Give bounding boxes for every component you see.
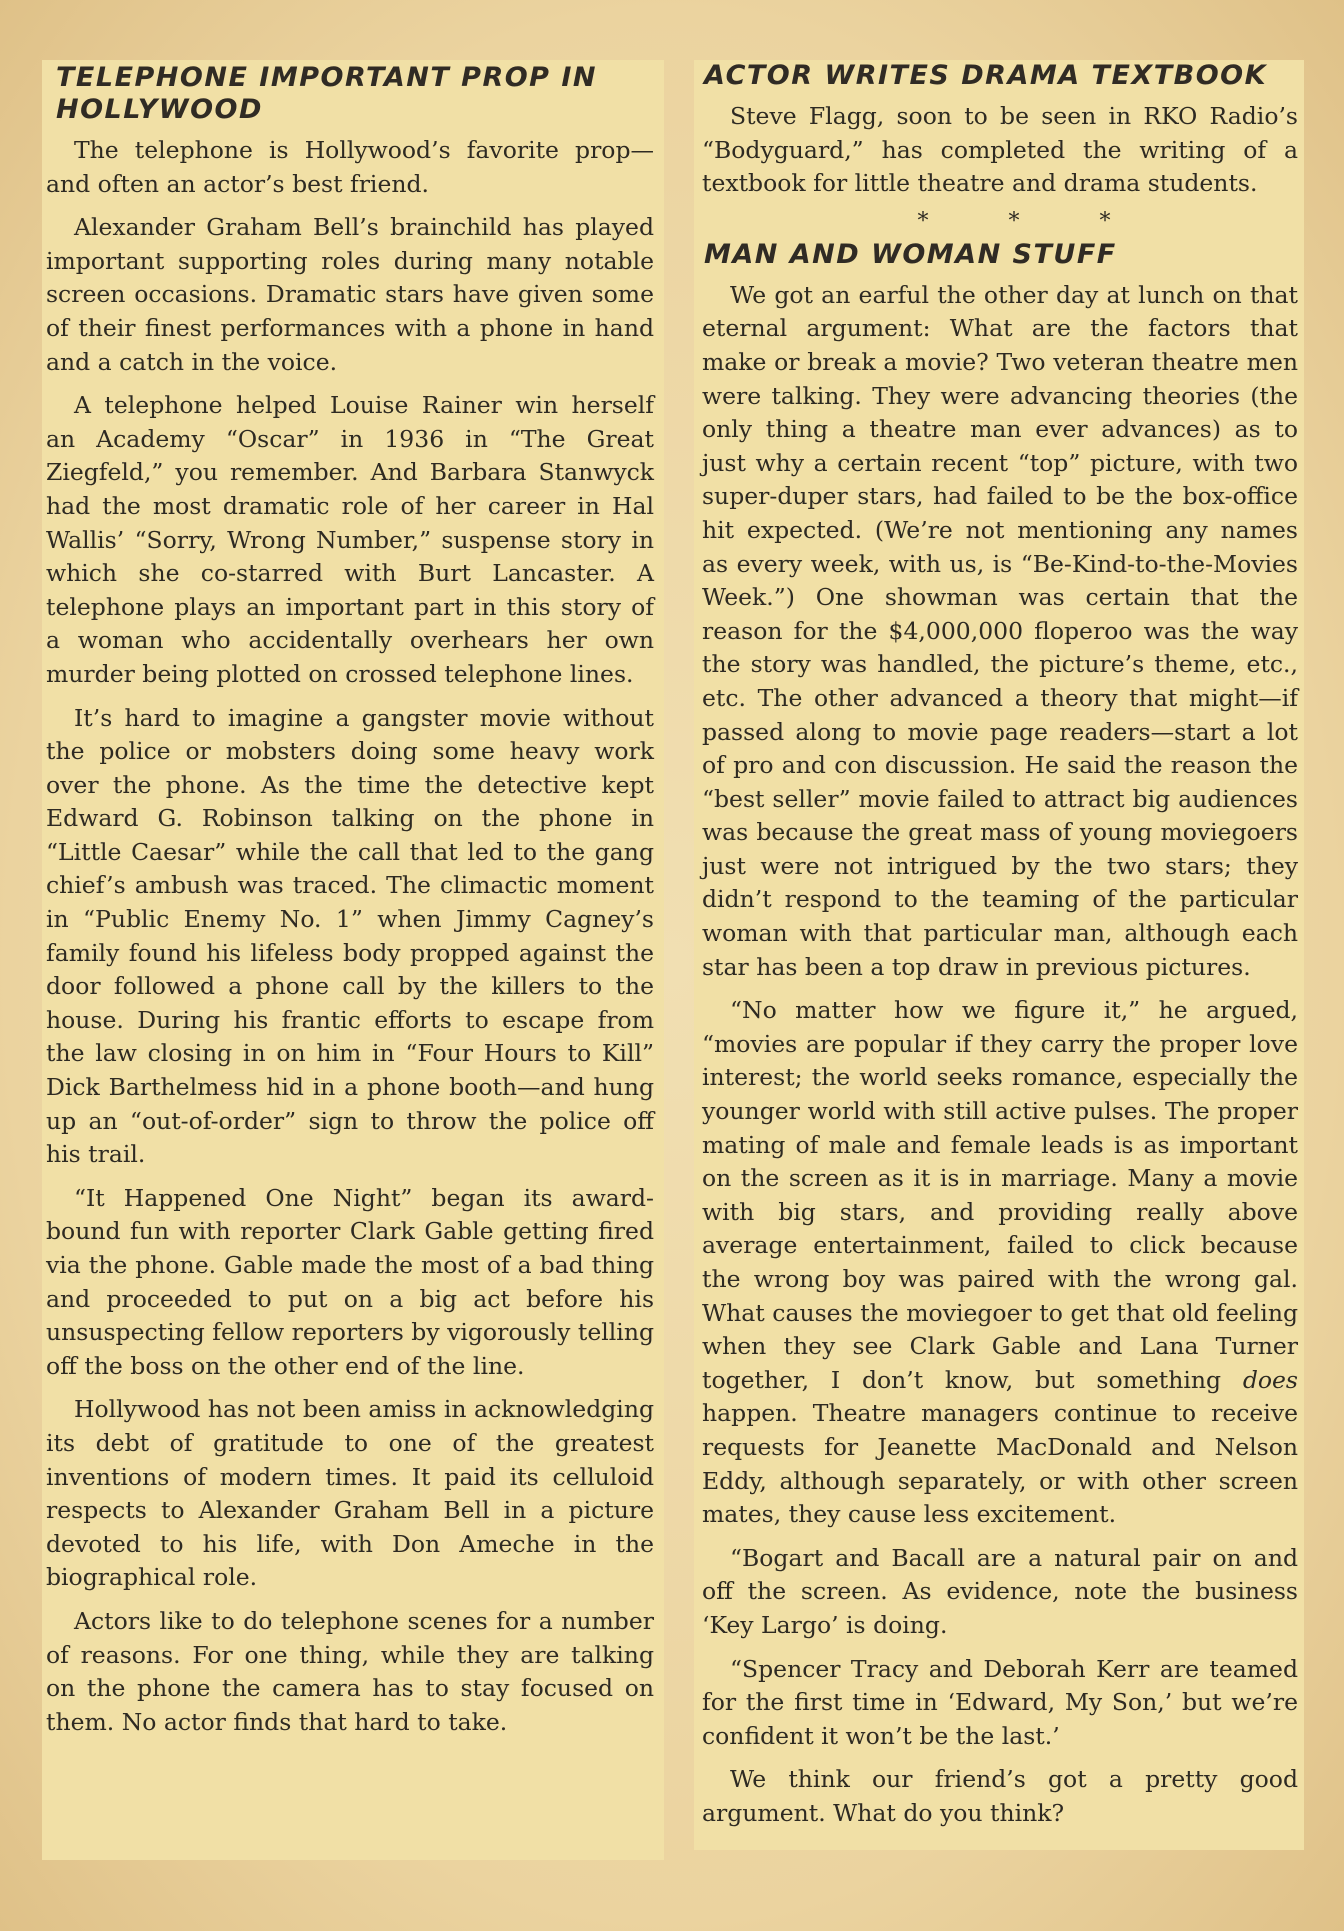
paragraph-7: Actors like to do telephone scenes for a number of reasons. For one thing, while they are talking on the phone the camera has to stay focused on them. No actor finds that hard to take. bbox=[46, 1606, 654, 1736]
quote-text-before: “No matter how we figure it,” he argued, “movies are popular if they carry the proper love interest; the world seeks romance, especially the younger world with still active pulses. The proper mating of male and female leads is as important on the screen as it is in marriage. Many a movie with big stars, and providing really above average entertainment, failed to click because the wrong boy was paired with the wrong gal. What causes the moviegoer to get that old feeling when they see Clark Gable and Lana Turner together, I don’t know, but something bbox=[702, 996, 1298, 1394]
paragraph-no-matter bbox=[694, 994, 1304, 1532]
paragraph-3: A telephone helped Louise Rainer win herself an Academy “Oscar” in 1936 in “The Great Ziegfeld,” you remember. And Barbara Stanwyck had the most dramatic role of her career in Hal Wallis’ “Sorry, Wrong Number,” suspense story in which she co-starred with Burt Lancaster. A telephone plays an important part in this story of a woman who accidentally overhears her own murder being plotted on crossed telephone lines. bbox=[46, 391, 654, 688]
headline-telephone-prop: TELEPHONE IMPORTANT PROP IN HOLLYWOOD bbox=[56, 62, 598, 125]
paragraph-closing: We think our friend’s got a pretty good argument. What do you think? bbox=[702, 1765, 1298, 1827]
paragraph-6: Hollywood has not been amiss in acknowledging its debt of gratitude to one of the greatest inventions of modern times. It paid its celluloid respects to Alexander Graham Bell in a picture devoted to his life, with Don Ameche in the biographical role. bbox=[46, 1395, 654, 1592]
headline-actor-textbook: ACTOR WRITES DRAMA TEXTBOOK bbox=[704, 60, 1268, 91]
paragraph-2: Alexander Graham Bell’s brainchild has played important supporting roles during many notable screen occasions. Dramatic stars have given some of their finest performances with a phone in hand and a catch in the voice. bbox=[46, 213, 654, 376]
asterisk-separator bbox=[694, 208, 1304, 234]
right-column bbox=[694, 60, 1304, 1850]
left-column bbox=[42, 60, 664, 1860]
asterisk: * bbox=[1099, 208, 1111, 234]
quote-emphasis: does bbox=[1242, 1365, 1298, 1394]
headline-man-woman: MAN AND WOMAN STUFF bbox=[704, 238, 1117, 270]
asterisk: * bbox=[917, 208, 929, 234]
paragraph-tracy: “Spencer Tracy and Deborah Kerr are teamed for the first time in ‘Edward, My Son,’ but we’re confident it won’t be the last.’ bbox=[702, 1654, 1298, 1750]
paragraph-5: “It Happened One Night” began its award-bound fun with reporter Clark Gable getting fired via the phone. Gable made the most of a bad thing and proceeded to put on a big act before his unsuspecting fellow reporters by vigorously telling off the boss on the other end of the line. bbox=[46, 1183, 654, 1380]
asterisk: * bbox=[1008, 208, 1020, 234]
paragraph-textbook: Steve Flagg, soon to be seen in RKO Radio’s “Bodyguard,” has completed the writing of a textbook for little theatre and drama students. bbox=[702, 102, 1298, 198]
paragraph-earful: We got an earful the other day at lunch on that eternal argument: What are the factors that make or break a movie? Two veteran theatre men were talking. They were advancing theories (the only thing a theatre man ever advances) as to just why a certain recent “top” picture, with two super-duper stars, had failed to be the box-office hit expected. (We’re not mentioning any names as every week, with us, is “Be-Kind-to-the-Movies Week.”) One showman was certain that the reason for the $4,000,000 floperoo was the way the story was handled, the picture’s theme, etc., etc. The other advanced a theory that might—if passed along to movie page readers—start a lot of pro and con discussion. He said the reason the “best seller” movie failed to attract big audiences was because the great mass of young moviegoers just were not intrigued by the two stars; they didn’t respond to the teaming of the particular woman with that particular man, although each star has been a top draw in previous pictures. bbox=[702, 280, 1298, 981]
paragraph-4: It’s hard to imagine a gangster movie without the police or mobsters doing some heavy work over the phone. As the time the detective kept Edward G. Robinson talking on the phone in “Little Caesar” while the call that led to the gang chief’s ambush was traced. The climactic moment in “Public Enemy No. 1” when Jimmy Cagney’s family found his lifeless body propped against the door followed a phone call by the killers to the house. During his frantic efforts to escape from the law closing in on him in “Four Hours to Kill” Dick Barthelmess hid in a phone booth—and hung up an “out-of-order” sign to throw the police off his trail. bbox=[46, 703, 654, 1169]
paragraph-1: The telephone is Hollywood’s favorite prop—and often an actor’s best friend. bbox=[46, 136, 654, 198]
quote-text-after: happen. Theatre managers continue to receive requests for Jeanette MacDonald and Nelson Eddy, although separately, or with other screen mates, they cause less excitement. bbox=[702, 1399, 1298, 1529]
paragraph-bogart: “Bogart and Bacall are a natural pair on and off the screen. As evidence, note the business ‘Key Largo’ is doing. bbox=[702, 1543, 1298, 1639]
